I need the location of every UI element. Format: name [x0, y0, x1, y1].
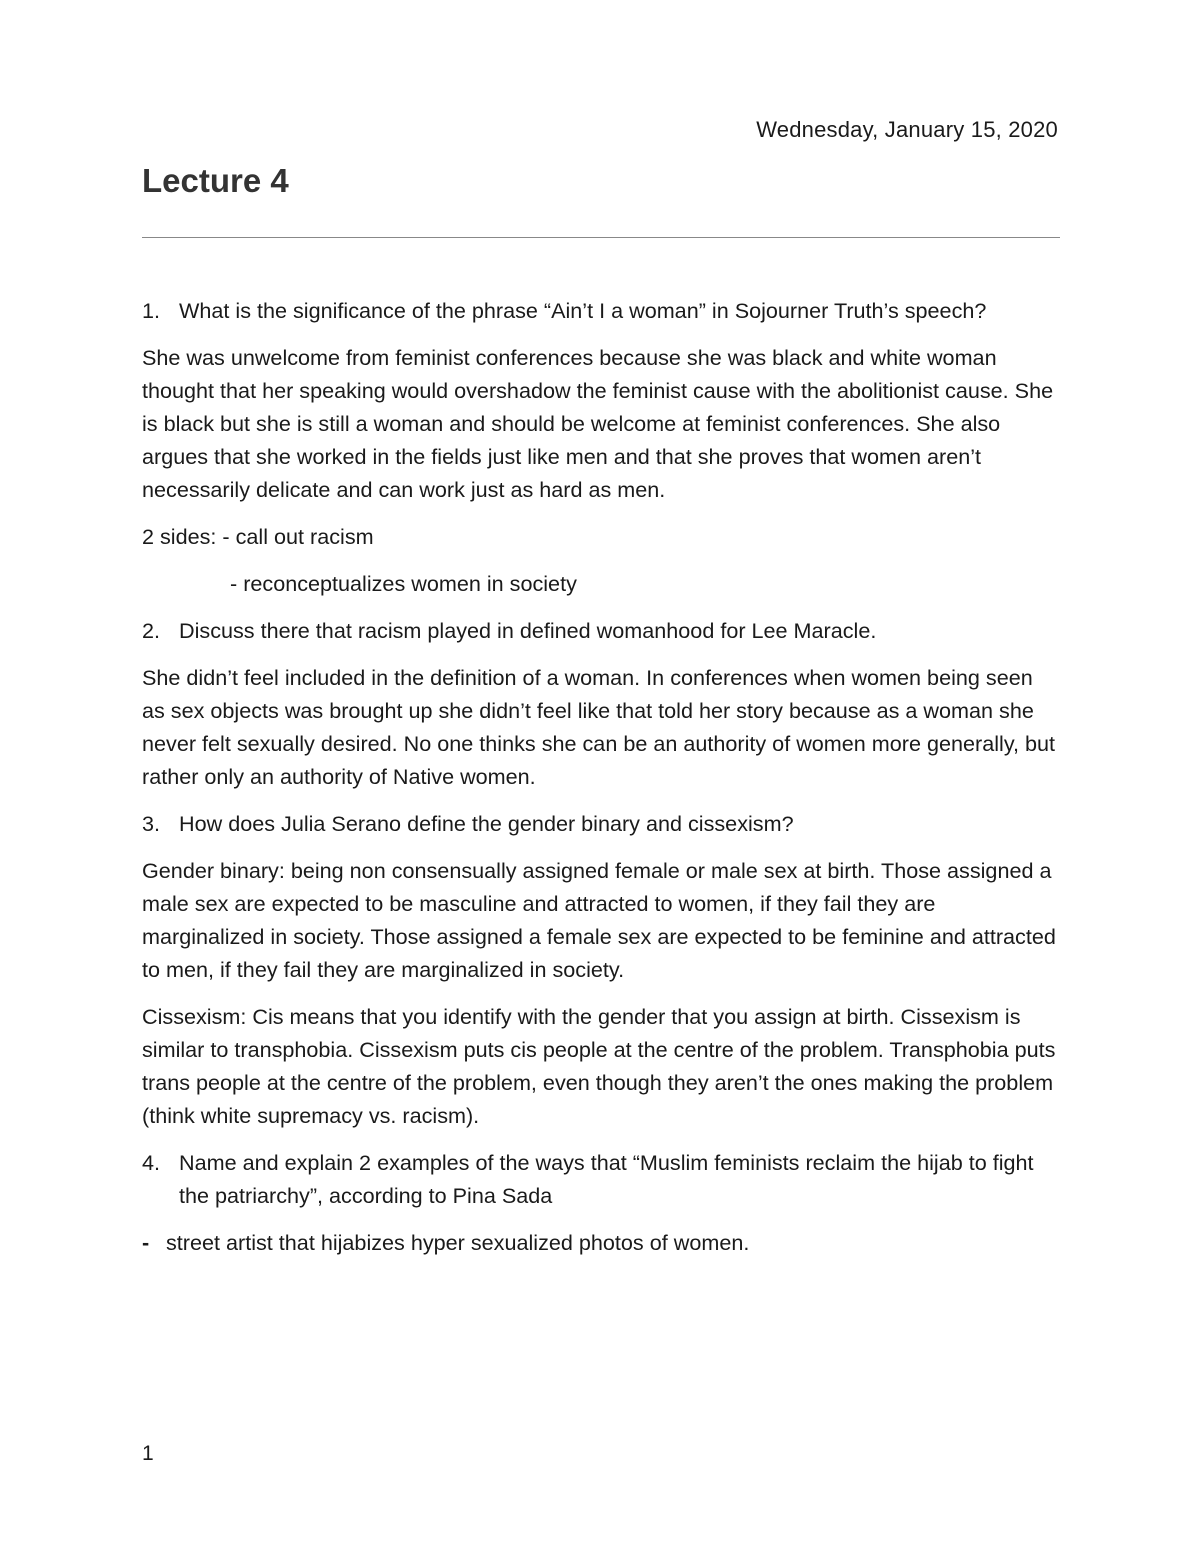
- sides-line-2: - reconceptualizes women in society: [230, 571, 577, 596]
- question-2: [142, 614, 1060, 647]
- question-text: Name and explain 2 examples of the ways that “Muslim feminists reclaim the hijab to fight the patriarchy”, according to Pina Sada: [179, 1150, 1034, 1208]
- question-text: Discuss there that racism played in defined womanhood for Lee Maracle.: [179, 618, 877, 643]
- question-number: 4.: [142, 1150, 161, 1175]
- answer-4-bullet: [142, 1226, 1060, 1259]
- answer-3-gender-binary: Gender binary: being non consensually assigned female or male sex at birth. Those assigned a male sex are expected to be masculine and attracted to women, if they fail they are marginalized in society. Those assigned a female sex are expected to be feminine and attracted to men, if they fail they are marginalized in society.: [142, 858, 1056, 982]
- sides-line-1: 2 sides: - call out racism: [142, 524, 374, 549]
- question-text: How does Julia Serano define the gender binary and cissexism?: [179, 811, 794, 836]
- title-divider: [142, 237, 1060, 238]
- lecture-date: Wednesday, January 15, 2020: [756, 117, 1058, 142]
- page-title: Lecture 4: [142, 162, 289, 199]
- notes-body: [142, 294, 1060, 1259]
- answer-1: She was unwelcome from feminist conferences because she was black and white woman thought that her speaking would overshadow the feminist cause with the abolitionist cause. She is black but she is still a woman and should be welcome at feminist conferences. She also argues that she worked in the fields just like men and that she proves that women aren’t necessarily delicate and can work just as hard as men.: [142, 345, 1054, 502]
- question-number: 3.: [142, 811, 161, 836]
- page-number: 1: [142, 1442, 154, 1465]
- bullet-text: street artist that hijabizes hyper sexualized photos of women.: [166, 1230, 750, 1255]
- question-number: 1.: [142, 298, 161, 323]
- question-4: [142, 1146, 1060, 1212]
- answer-2: She didn’t feel included in the definition of a woman. In conferences when women being seen as sex objects was brought up she didn’t feel like that told her story because as a woman she never felt sexually desired. No one thinks she can be an authority of women more generally, but rather only an authority of Native women.: [142, 665, 1056, 789]
- question-3: [142, 807, 1060, 840]
- question-text: What is the significance of the phrase “Ain’t I a woman” in Sojourner Truth’s speech?: [179, 298, 987, 323]
- question-number: 2.: [142, 618, 161, 643]
- answer-3-cissexism: Cissexism: Cis means that you identify with the gender that you assign at birth. Cissexism is similar to transphobia. Cissexism puts cis people at the centre of the problem. Transphobia puts trans people at the centre of the problem, even though they aren’t the ones making the problem (think white supremacy vs. racism).: [142, 1004, 1056, 1128]
- bullet-dash: -: [142, 1230, 150, 1255]
- question-1: [142, 294, 1060, 327]
